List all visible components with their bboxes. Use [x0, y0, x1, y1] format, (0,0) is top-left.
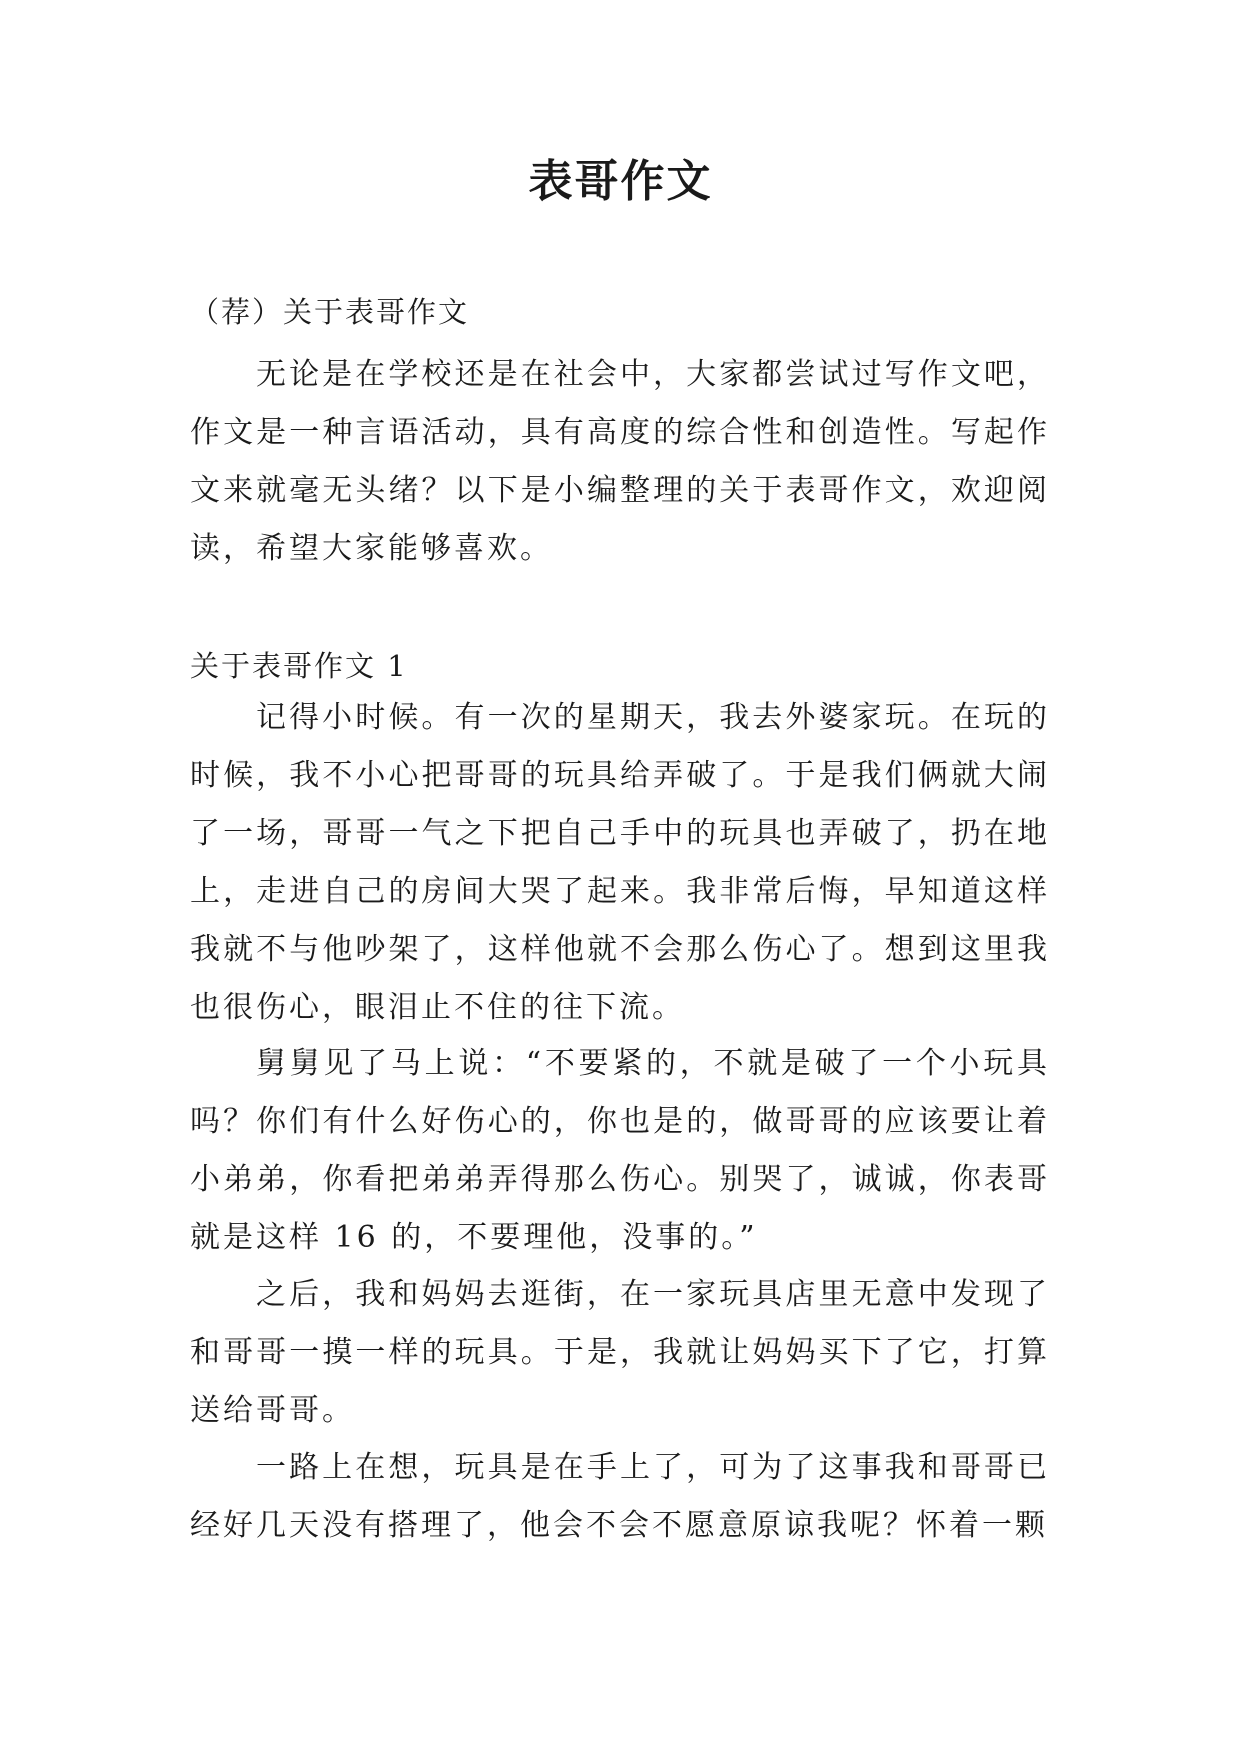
body-paragraph-1: 记得小时候。有一次的星期天，我去外婆家玩。在玩的时候，我不小心把哥哥的玩具给弄破了。于是我们俩就大闹了一场，哥哥一气之下把自己手中的玩具也弄破了，扔在地上，走进自己的房间大哭了起来。我非常后悔，早知道这样我就不与他吵架了，这样他就不会那么伤心了。想到这里我也很伤心，眼泪止不住的往下流。: [190, 700, 1050, 1025]
body-paragraph-3: 之后，我和妈妈去逛街，在一家玩具店里无意中发现了和哥哥一摸一样的玩具。于是，我就让妈妈买下了它，打算送给哥哥。: [190, 1277, 1050, 1428]
section-heading: 关于表哥作文 1: [190, 649, 408, 683]
intro-paragraph: 无论是在学校还是在社会中，大家都尝试过写作文吧，作文是一种言语活动，具有高度的综合性和创造性。写起作文来就毫无头绪？以下是小编整理的关于表哥作文，欢迎阅读，希望大家能够喜欢。: [190, 357, 1050, 566]
document-subtitle: （荐）关于表哥作文: [190, 295, 470, 329]
body-paragraph-2: 舅舅见了马上说：“不要紧的，不就是破了一个小玩具吗？你们有什么好伤心的，你也是的，做哥哥的应该要让着小弟弟，你看把弟弟弄得那么伤心。别哭了，诚诚，你表哥就是这样 16 的，不要理他，没事的。”: [190, 1046, 1050, 1255]
document-title: 表哥作文: [528, 156, 713, 207]
body-paragraph-4: 一路上在想，玩具是在手上了，可为了这事我和哥哥已经好几天没有搭理了，他会不会不愿意原谅我呢？怀着一颗: [190, 1450, 1050, 1543]
